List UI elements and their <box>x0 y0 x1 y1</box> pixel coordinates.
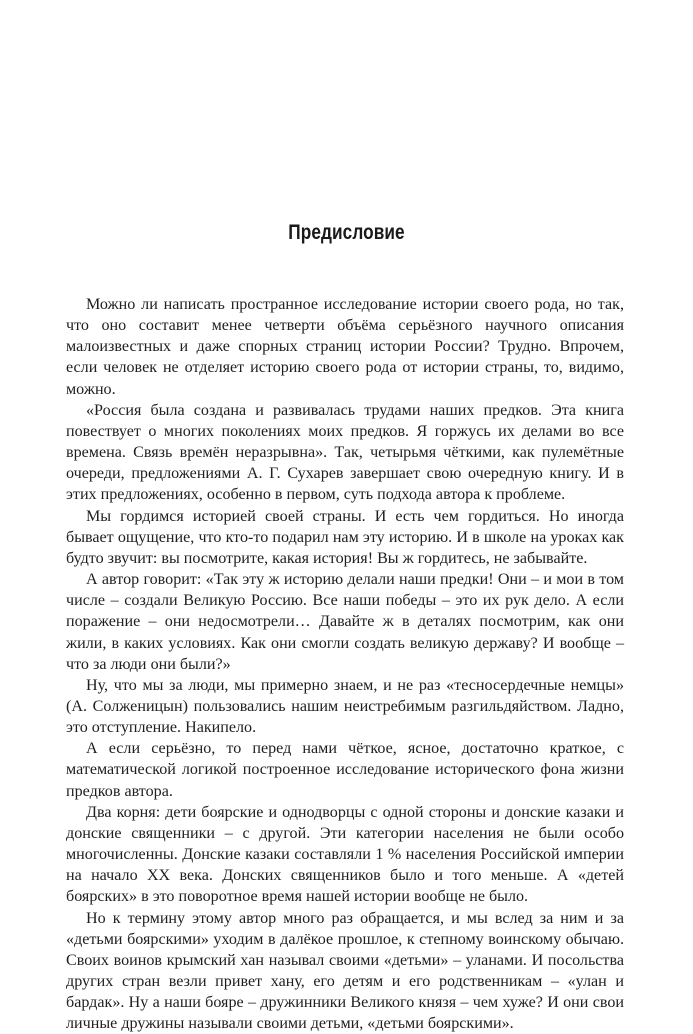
paragraph-2: «Россия была создана и развивалась трудами наших предков. Эта книга повествует о многих поколениях моих предков. Я горжусь их делами во все времена. Связь времён неразрывна». Так, четырьмя чёткими, как пулемётные очереди, предложениями А. Г. Сухарев завершает свою очередную книгу. И в этих предложениях, особенно в первом, суть подхода автора к проблеме. <box>66 401 624 504</box>
body-text <box>66 294 624 1034</box>
paragraph-6: А если серьёзно, то перед нами чёткое, ясное, достаточно краткое, с математической логикой построенное исследование исторического фона жизни предков автора. <box>66 740 624 800</box>
page-title: Предисловие <box>288 221 405 244</box>
paragraph-3: Мы гордимся историей своей страны. И есть чем гордиться. Но иногда бывает ощущение, что кто-то подарил нам эту историю. И в школе на уроках как будто звучит: вы посмотрите, какая история! Вы ж гордитесь, не забывайте. <box>66 507 624 567</box>
paragraph-5: Ну, что мы за люди, мы примерно знаем, и не раз «тесносердечные немцы» (А. Солженицын) пользовались нашим неистребимым разгильдяйством. Ладно, это отступление. Накипело. <box>66 676 624 737</box>
paragraph-8: Но к термину этому автор много раз обращается, и мы вслед за ним и за «детьми боярскими» уходим в далёкое прошлое, к степному воинскому обычаю. Своих воинов крымский хан называл своими «детьми» – уланами. И посольства других стран везли привет хану, его детям и его родственникам – «улан и бардак». Ну а наши бояре – дружинники Великого князя – чем хуже? И они свои личные дружины называли своими детьми, «детьми боярскими». <box>66 909 624 1033</box>
paragraph-4: А автор говорит: «Так эту ж историю делали наши предки! Они – и мои в том числе – создали Великую Россию. Все наши победы – это их рук дело. А если поражение – они недосмотрели… Давайте ж в деталях посмотрим, как они жили, в каких условиях. Как они смогли создать великую державу? И вообще – что за люди они были?» <box>66 571 624 673</box>
paragraph-1: Можно ли написать пространное исследование истории своего рода, но так, что оно составит менее четверти объёма серьёзного научного описания малоизвестных и даже спорных страниц истории России? Трудно. Впрочем, если человек не отделяет историю своего рода от истории страны, то, видимо, можно. <box>66 296 624 398</box>
paragraph-7: Два корня: дети боярские и однодворцы с одной стороны и донские казаки и донские священники – с другой. Эти категории населения не были особо многочисленны. Донские казаки составляли 1 % населения Российской империи на начало XX века. Донских священников было и того меньше. А «детей боярских» в это поворотное время нашей истории вообще не было. <box>66 803 624 906</box>
